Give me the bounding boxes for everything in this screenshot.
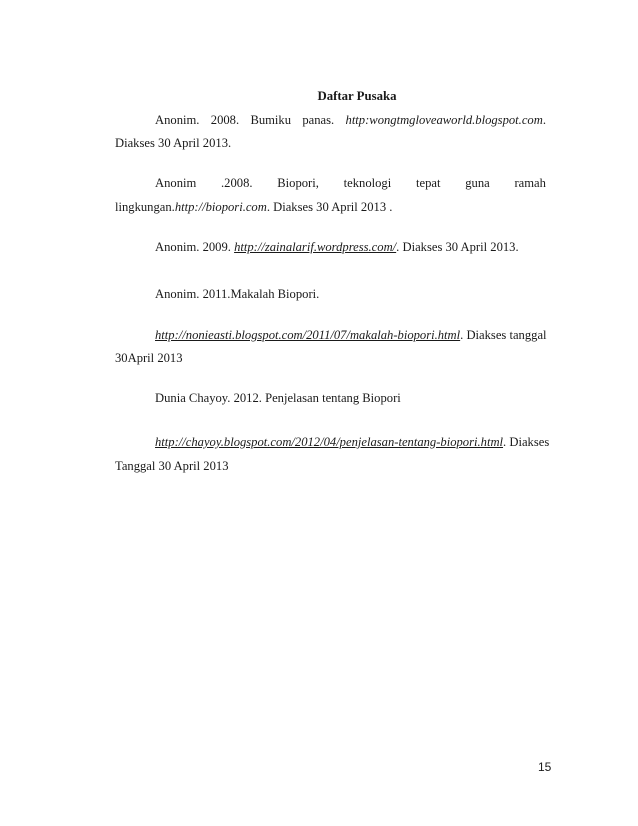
reference-4: Anonim. 2011.Makalah Biopori. xyxy=(155,287,320,301)
reference-6: Dunia Chayoy. 2012. Penjelasan tentang Biopori xyxy=(155,391,401,405)
reference-3 xyxy=(155,239,519,255)
reference-1-line-2: Diakses 30 April 2013. xyxy=(115,136,232,150)
ref2-word: tepat xyxy=(415,176,441,190)
ref1-url[interactable]: http:wongtmgloveaworld.blogspot.com xyxy=(345,113,543,127)
ref3-url[interactable]: http://zainalarif.wordpress.com/ xyxy=(234,240,397,254)
reference-1-line-1 xyxy=(155,112,546,128)
ref1-word: Anonim. xyxy=(155,113,200,127)
ref2-word: .2008. xyxy=(221,176,253,190)
ref1-word: panas. xyxy=(302,113,335,127)
ref2-word: Biopori, xyxy=(277,176,319,190)
ref1-url-end: . xyxy=(542,113,546,127)
reference-5-line-2: 30April 2013 xyxy=(115,351,183,365)
ref5-suffix: . Diakses tanggal xyxy=(460,328,547,342)
ref2-suffix: . Diakses 30 April 2013 . xyxy=(266,200,393,214)
ref1-url-group xyxy=(346,112,546,128)
ref2-url[interactable]: http://biopori.com xyxy=(174,200,267,214)
ref2-word: ramah xyxy=(514,176,546,190)
ref2-word: guna xyxy=(465,176,490,190)
ref3-suffix: . Diakses 30 April 2013. xyxy=(396,240,519,254)
ref3-prefix: Anonim. 2009. xyxy=(155,240,235,254)
reference-7-line-2: Tanggal 30 April 2013 xyxy=(115,459,229,473)
page-number: 15 xyxy=(538,760,552,774)
reference-5-line-1 xyxy=(155,327,547,343)
ref2-prefix: lingkungan. xyxy=(115,200,175,214)
reference-2-line-2 xyxy=(115,199,392,215)
reference-2-line-1 xyxy=(155,175,546,191)
ref1-word: Bumiku xyxy=(250,113,292,127)
ref7-suffix: . Diakses xyxy=(503,435,550,449)
ref1-word: 2008. xyxy=(210,113,240,127)
reference-7-line-1 xyxy=(155,434,549,450)
page-title: Daftar Pusaka xyxy=(317,89,397,103)
ref7-url[interactable]: http://chayoy.blogspot.com/2012/04/penjelasan-tentang-biopori.html xyxy=(155,435,504,449)
ref5-url[interactable]: http://nonieasti.blogspot.com/2011/07/makalah-biopori.html xyxy=(155,328,461,342)
ref2-word: teknologi xyxy=(343,176,392,190)
ref2-word: Anonim xyxy=(155,176,197,190)
